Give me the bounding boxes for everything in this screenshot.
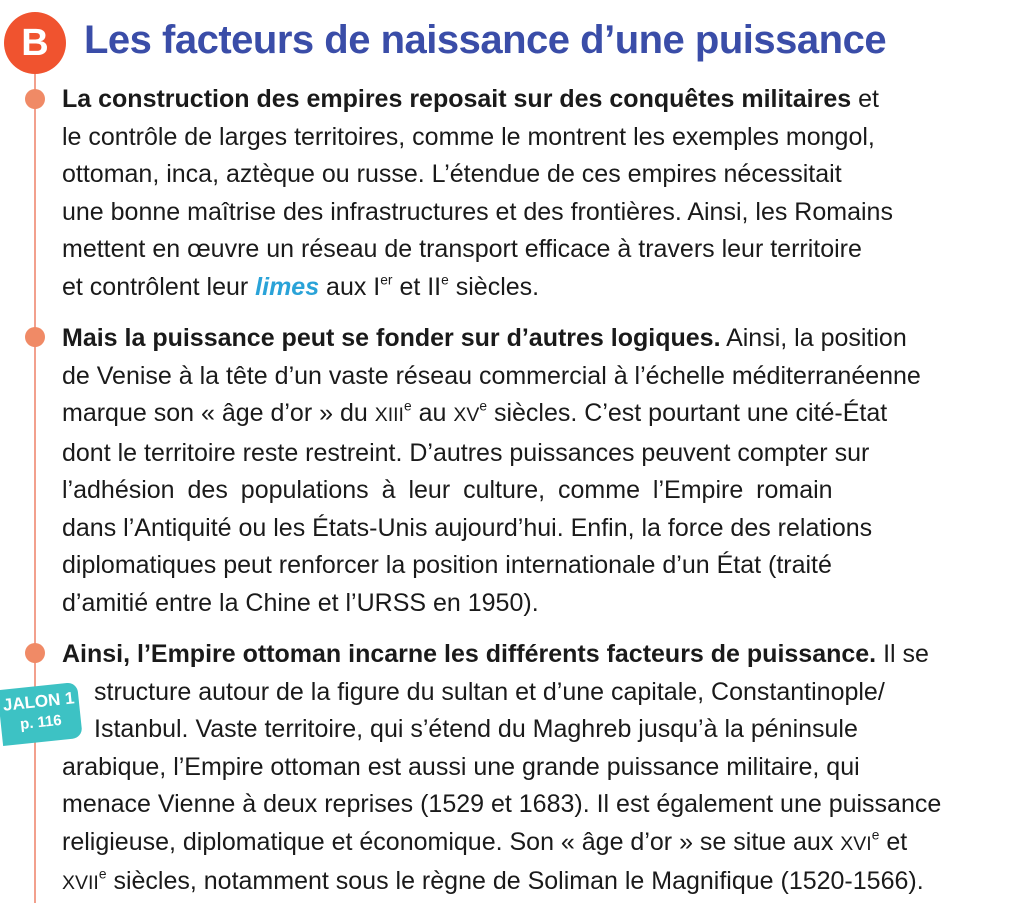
superscript: e <box>871 827 880 843</box>
bullet-dot <box>25 643 45 663</box>
superscript: e <box>441 272 449 288</box>
superscript: er <box>380 272 393 288</box>
text: Il se <box>876 640 929 668</box>
superscript: e <box>403 398 412 414</box>
roman-numeral: XV <box>453 404 480 426</box>
text: religieuse, diplomatique et économique. Son « âge d’or » se situe aux <box>62 827 841 856</box>
roman-numeral: XVI <box>840 832 872 855</box>
jalon-page: p. 116 <box>19 711 63 734</box>
paragraph-lead: Ainsi, l’Empire ottoman incarne les différents facteurs de puissance. <box>62 640 877 668</box>
text: et <box>879 827 908 856</box>
text-line: l’adhésion des populations à leur culture, comme l’Empire romain <box>62 476 833 504</box>
text: et II <box>392 272 442 301</box>
text-line <box>62 395 1012 435</box>
text-line: dans l’Antiquité ou les États-Unis aujourd’hui. Enfin, la force des relations <box>62 513 873 542</box>
paragraph-empires <box>62 81 1012 306</box>
text-line: dont le territoire reste restreint. D’autres puissances peuvent compter sur <box>62 438 870 467</box>
superscript: e <box>479 398 488 414</box>
jalon-label: JALON 1 <box>1 688 76 715</box>
text-line: Istanbul. Vaste territoire, qui s’étend du Maghreb jusqu’à la péninsule <box>94 715 858 743</box>
text: et <box>851 85 879 113</box>
timeline-line <box>34 74 36 903</box>
text: siècles. <box>448 272 540 301</box>
paragraph-ottoman <box>62 636 1012 903</box>
text-line: arabique, l’Empire ottoman est aussi une grande puissance militaire, qui <box>62 752 860 781</box>
text-line <box>62 269 1012 307</box>
limes-link[interactable]: limes <box>255 272 320 301</box>
text-line: diplomatiques peut renforcer la position internationale d’un État (traité <box>62 551 832 579</box>
section-badge: B <box>4 12 66 74</box>
superscript: e <box>98 866 107 882</box>
text-line: ottoman, inca, aztèque ou russe. L’étendue de ces empires nécessitait <box>62 160 842 188</box>
text-line: une bonne maîtrise des infrastructures et des frontières. Ainsi, les Romains <box>62 197 893 226</box>
text: au <box>411 399 454 427</box>
roman-numeral: XIII <box>374 404 404 426</box>
text: et contrôlent leur <box>62 272 256 301</box>
text-line: mettent en œuvre un réseau de transport efficace à travers leur territoire <box>62 235 862 263</box>
text-line <box>62 863 1012 903</box>
page-title: Les facteurs de naissance d’une puissance <box>84 18 887 62</box>
text-line: menace Vienne à deux reprises (1529 et 1683). Il est également une puissance <box>62 790 942 818</box>
paragraph-logiques <box>62 320 1012 622</box>
roman-numeral: XVII <box>62 872 99 894</box>
text: aux I <box>319 272 381 301</box>
bullet-dot <box>25 89 45 109</box>
text: marque son « âge d’or » du <box>62 399 375 427</box>
text: Ainsi, la position <box>720 324 907 352</box>
text: siècles, notamment sous le règne de Soliman le Magnifique (1520-1566). <box>106 867 924 895</box>
bullet-dot <box>25 327 45 347</box>
text-line: de Venise à la tête d’un vaste réseau commercial à l’échelle méditerranéenne <box>62 361 921 390</box>
text-line: le contrôle de larges territoires, comme le montrent les exemples mongol, <box>62 122 875 151</box>
paragraph-lead: La construction des empires reposait sur des conquêtes militaires <box>62 85 852 113</box>
text-line: structure autour de la figure du sultan et d’une capitale, Constantinople/ <box>94 677 885 706</box>
paragraph-lead: Mais la puissance peut se fonder sur d’autres logiques. <box>62 324 721 352</box>
text-line: d’amitié entre la Chine et l’URSS en 1950). <box>62 588 539 617</box>
text-line <box>62 824 1012 864</box>
text: siècles. C’est pourtant une cité-État <box>487 399 888 427</box>
